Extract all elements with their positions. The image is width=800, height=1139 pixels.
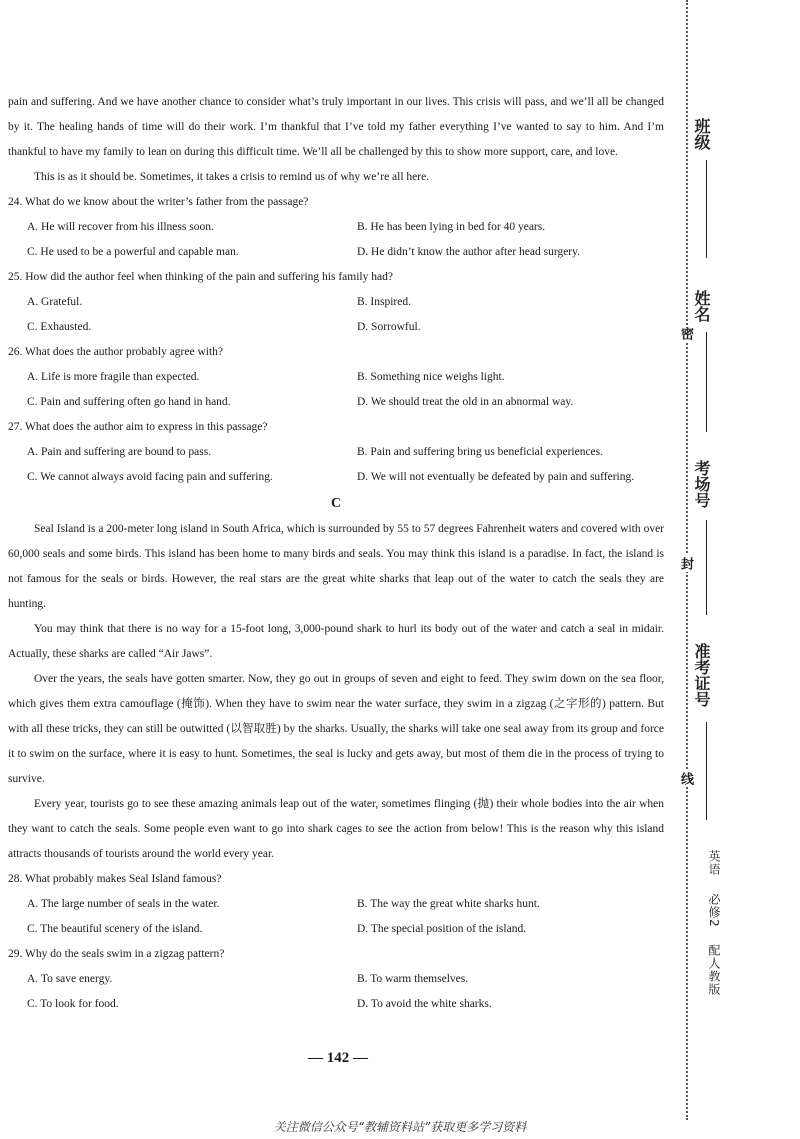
question-25 (8, 265, 664, 340)
question-stem: 25. How did the author feel when thinking of the pain and suffering his family had? (8, 271, 393, 283)
footer-note: 关注微信公众号“教辅资料站”获取更多学习资料 (273, 1120, 527, 1134)
option-d: D. Sorrowful. (357, 321, 421, 333)
option-c: C. The beautiful scenery of the island. (27, 923, 203, 935)
option-b: B. Pain and suffering bring us beneficial experiences. (357, 446, 604, 458)
option-d: D. To avoid the white sharks. (357, 998, 492, 1010)
option-b: B. To warm themselves. (357, 973, 469, 985)
name-field-line (706, 332, 707, 432)
question-stem: 29. Why do the seals swim in a zigzag pattern? (8, 948, 225, 960)
paragraph: Every year, tourists go to see these amazing animals leap out of the water, sometimes flinging (抛) their whole bodies into the air when they want to catch the seals. Some people even want to go into shark cages to see the action from below! This is the reason why this island attracts thousands of tourists around the world every year. (8, 798, 664, 860)
main-column (8, 90, 664, 1017)
book-edition: 配人教版 (707, 944, 721, 997)
paragraph: pain and suffering. And we have another chance to consider what’s truly important in our lives. This crisis will pass, and we’ll all be changed by it. The healing hands of time will do their work. I’m thankful that I’ve told my father everything I’ve wanted to say to him. And I’m thankful to have my family to lean on during this difficult time. We’ll all be challenged by this to show more support, care, and love. (8, 96, 664, 158)
option-a: A. Pain and suffering are bound to pass. (27, 446, 212, 458)
question-27 (8, 415, 664, 490)
option-a: A. Life is more fragile than expected. (27, 371, 200, 383)
option-b: B. Inspired. (357, 296, 411, 308)
option-c: C. We cannot always avoid facing pain and suffering. (27, 471, 273, 483)
option-d: D. The special position of the island. (357, 923, 527, 935)
question-29 (8, 942, 664, 1017)
book-subject: 英语 (707, 850, 721, 876)
question-26 (8, 340, 664, 415)
name-field-label: 姓名 (692, 290, 711, 322)
option-d: D. We will not eventually be defeated by pain and suffering. (357, 471, 635, 483)
seal-mark-feng: 封 (678, 557, 693, 570)
paragraph: You may think that there is no way for a 15-foot long, 3,000-pound shark to hurl its body out of the water and catch a seal in midair. Actually, these sharks are called “Air Jaws”. (8, 623, 664, 660)
seal-mark-xian: 线 (678, 772, 693, 785)
option-b: B. He has been lying in bed for 40 years. (357, 221, 546, 233)
option-a: A. He will recover from his illness soon. (27, 221, 214, 233)
page-number: — 142 — (308, 1050, 368, 1066)
option-c: C. To look for food. (27, 998, 119, 1010)
question-28 (8, 867, 664, 942)
option-d: D. We should treat the old in an abnormal way. (357, 396, 574, 408)
option-d: D. He didn’t know the author after head surgery. (357, 246, 581, 258)
section-heading: C (330, 496, 342, 511)
option-b: B. Something nice weighs light. (357, 371, 505, 383)
option-c: C. Pain and suffering often go hand in hand. (27, 396, 231, 408)
exam-room-field-label: 考场号 (692, 460, 711, 508)
option-a: A. The large number of seals in the water. (27, 898, 220, 910)
class-field-label: 班级 (692, 118, 711, 150)
paragraph: This is as it should be. Sometimes, it takes a crisis to remind us of why we’re all here. (34, 171, 430, 183)
option-c: C. Exhausted. (27, 321, 92, 333)
question-24 (8, 190, 664, 265)
question-stem: 28. What probably makes Seal Island famous? (8, 873, 222, 885)
book-volume: 必修2 (707, 892, 721, 928)
book-info (706, 850, 723, 1008)
ticket-number-field-line (706, 722, 707, 820)
paragraph: Over the years, the seals have gotten smarter. Now, they go out in groups of seven and eight to feed. They swim down on the sea floor, which gives them extra camouflage (掩饰). When they have to swim near the water surface, they swim in a zigzag (之字形的) pattern. But with all these tricks, they can still be outwitted (以智取胜) by the sharks. Usually, the sharks will take one seal away from its group and force it to swim on the surface, where it is easy to hunt. Sometimes, the seal is lucky and gets away, but most of them die in the process of trying to survive. (8, 673, 664, 785)
question-stem: 26. What does the author probably agree with? (8, 346, 224, 358)
ticket-number-field-label: 准考证号 (692, 643, 711, 707)
option-a: A. To save energy. (27, 973, 113, 985)
option-c: C. He used to be a powerful and capable man. (27, 246, 239, 258)
exam-room-field-line (706, 520, 707, 615)
question-stem: 24. What do we know about the writer’s father from the passage? (8, 196, 309, 208)
class-field-line (706, 160, 707, 258)
seal-mark-mi: 密 (678, 327, 693, 340)
option-b: B. The way the great white sharks hunt. (357, 898, 540, 910)
question-stem: 27. What does the author aim to express in this passage? (8, 421, 268, 433)
paragraph: Seal Island is a 200-meter long island in South Africa, which is surrounded by 55 to 57 degrees Fahrenheit waters and covered with over 60,000 seals and some birds. This island has been home to many birds and seals. You may think this island is a paradise. In fact, the island is not famous for the seals or birds. However, the real stars are the great white sharks that leap out of the water to catch the seals they are hunting. (8, 523, 664, 610)
option-a: A. Grateful. (27, 296, 83, 308)
